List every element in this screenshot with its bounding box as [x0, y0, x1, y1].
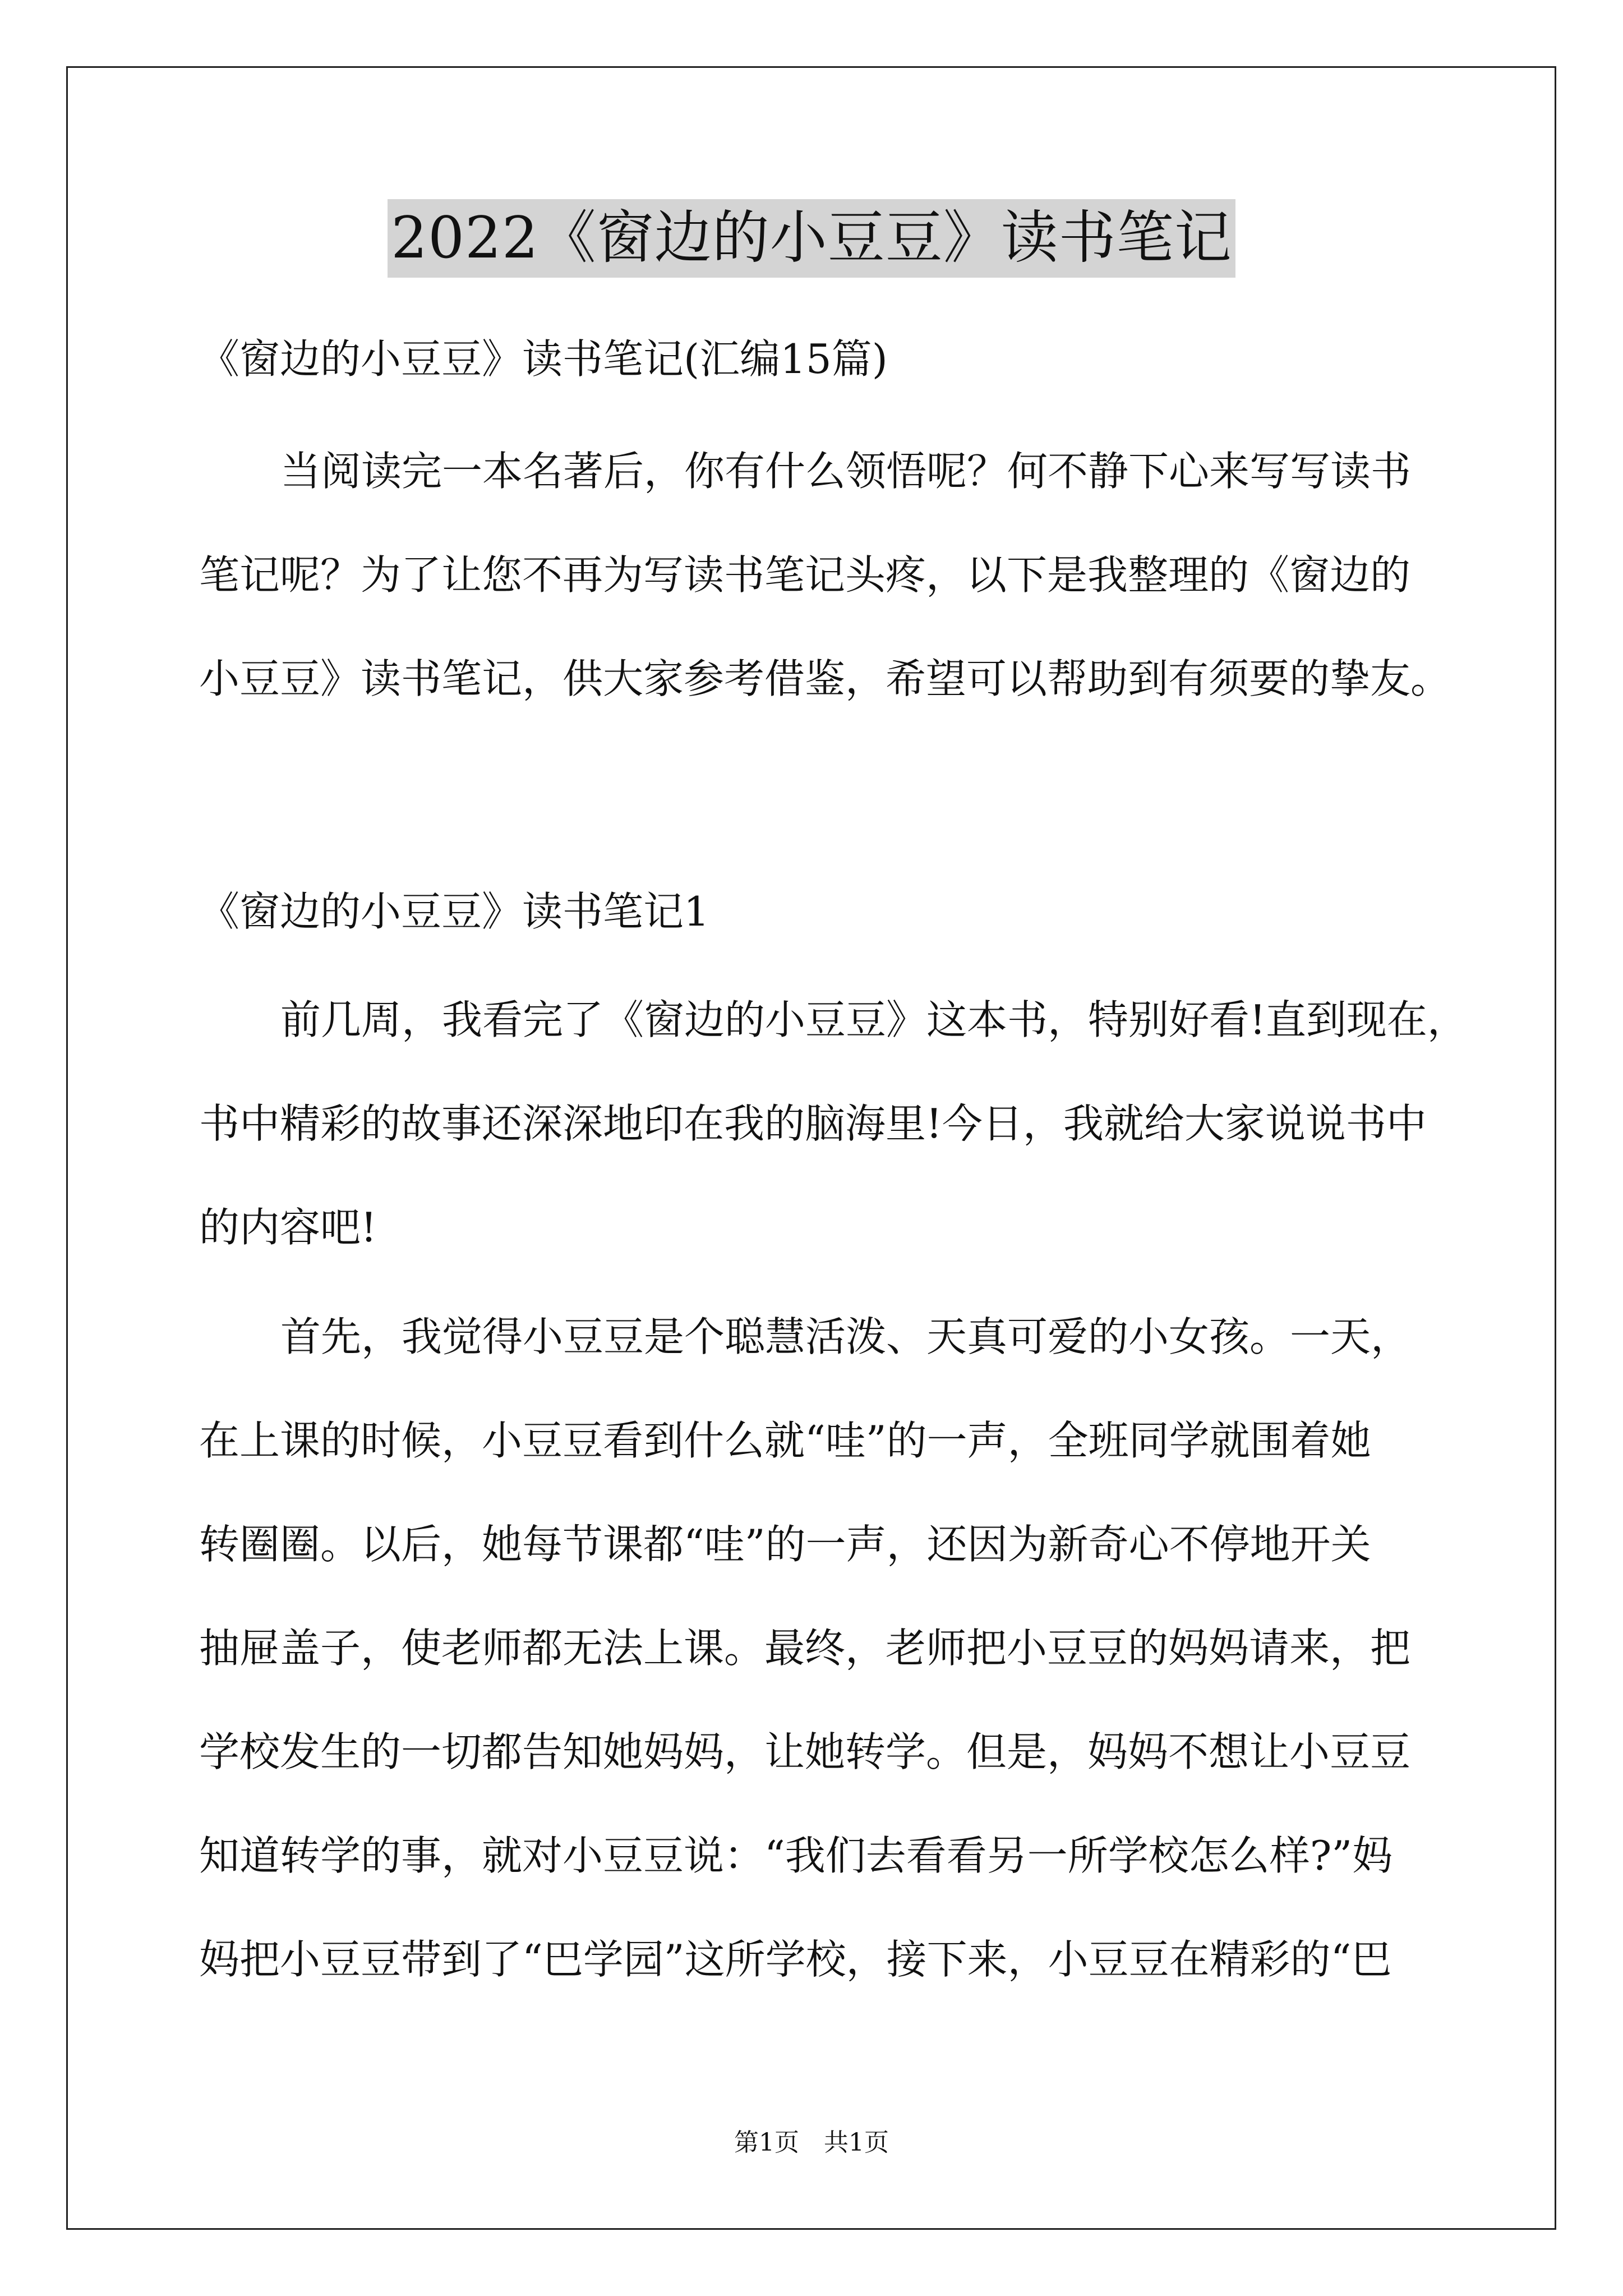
para2-line-6: 知道转学的事，就对小豆豆说：“我们去看看另一所学校怎么样?”妈: [199, 1832, 1393, 1879]
intro-line-1: 当阅读完一本名著后，你有什么领悟呢？何不静下心来写写读书: [280, 448, 1412, 495]
section-heading: 《窗边的小豆豆》读书笔记1: [199, 888, 709, 935]
para2-line-7: 妈把小豆豆带到了“巴学园”这所学校，接下来，小豆豆在精彩的“巴: [199, 1936, 1392, 1983]
para1-line-2: 书中精彩的故事还深深地印在我的脑海里!今日，我就给大家说说书中: [199, 1100, 1427, 1147]
document-title: 2022《窗边的小豆豆》读书笔记: [388, 199, 1235, 278]
page-footer: 第1页 共1页: [734, 2128, 889, 2157]
document-subtitle: 《窗边的小豆豆》读书笔记(汇编15篇): [199, 335, 888, 383]
para2-line-3: 转圈圈。以后，她每节课都“哇”的一声，还因为新奇心不停地开关: [199, 1521, 1371, 1568]
title-wrapper: [0, 199, 1623, 278]
intro-line-3: 小豆豆》读书笔记，供大家参考借鉴，希望可以帮助到有须要的挚友。: [199, 655, 1451, 702]
para1-line-1: 前几周，我看完了《窗边的小豆豆》这本书，特别好看!直到现在，: [280, 996, 1468, 1043]
para2-line-4: 抽屉盖子，使老师都无法上课。最终，老师把小豆豆的妈妈请来，把: [199, 1625, 1411, 1672]
para2-line-1: 首先，我觉得小豆豆是个聪慧活泼、天真可爱的小女孩。一天，: [280, 1313, 1412, 1360]
para2-line-2: 在上课的时候，小豆豆看到什么就“哇”的一声，全班同学就围着她: [199, 1417, 1371, 1464]
para1-line-3: 的内容吧!: [199, 1204, 377, 1251]
para2-line-5: 学校发生的一切都告知她妈妈，让她转学。但是，妈妈不想让小豆豆: [199, 1728, 1411, 1775]
intro-line-2: 笔记呢？为了让您不再为写读书笔记头疼，以下是我整理的《窗边的: [199, 551, 1411, 599]
